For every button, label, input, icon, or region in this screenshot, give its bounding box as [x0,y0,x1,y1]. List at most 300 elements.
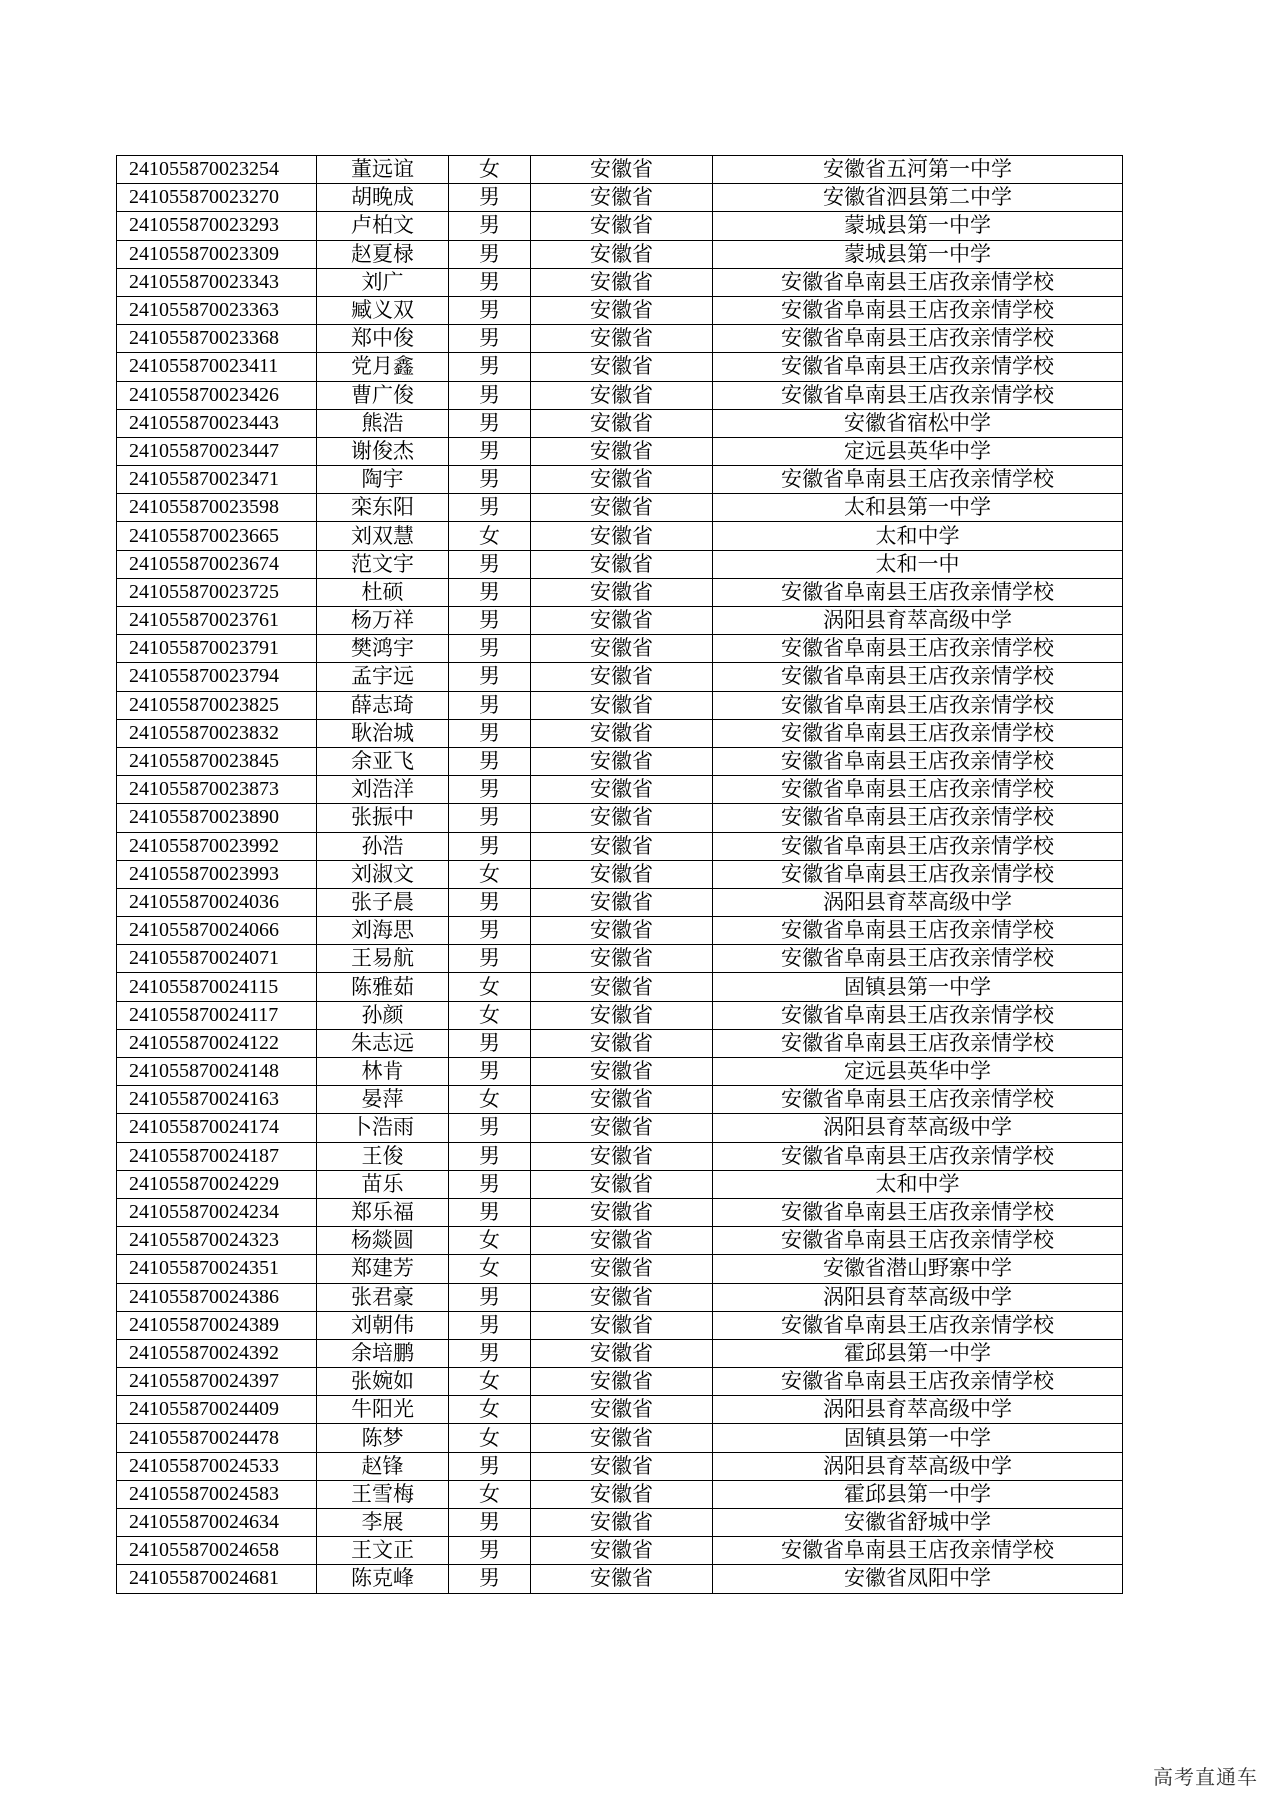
table-row [117,268,1123,296]
table-row [117,353,1123,381]
gender-cell: 男 [449,437,531,465]
school-cell: 安徽省阜南县王店孜亲情学校 [713,832,1123,860]
student-name-cell: 杨万祥 [317,607,449,635]
province-cell: 安徽省 [531,1058,713,1086]
province-cell: 安徽省 [531,1029,713,1057]
table-row [117,832,1123,860]
student-name-cell: 范文宇 [317,550,449,578]
student-name-cell: 熊浩 [317,409,449,437]
school-cell: 蒙城县第一中学 [713,212,1123,240]
province-cell: 安徽省 [531,522,713,550]
province-cell: 安徽省 [531,381,713,409]
province-cell: 安徽省 [531,1396,713,1424]
gender-cell: 男 [449,1452,531,1480]
province-cell: 安徽省 [531,1142,713,1170]
student-id-cell: 241055870024163 [117,1086,317,1114]
province-cell: 安徽省 [531,860,713,888]
table-row [117,578,1123,606]
table-row [117,776,1123,804]
student-id-cell: 241055870023368 [117,325,317,353]
gender-cell: 男 [449,635,531,663]
school-cell: 安徽省阜南县王店孜亲情学校 [713,1001,1123,1029]
gender-cell: 女 [449,1255,531,1283]
gender-cell: 男 [449,409,531,437]
student-id-cell: 241055870023761 [117,607,317,635]
table-row [117,1396,1123,1424]
table-row [117,973,1123,1001]
student-name-cell: 卜浩雨 [317,1114,449,1142]
school-cell: 太和县第一中学 [713,494,1123,522]
gender-cell: 男 [449,1198,531,1226]
student-id-cell: 241055870023254 [117,156,317,184]
school-cell: 安徽省五河第一中学 [713,156,1123,184]
roster-table-body [117,156,1123,1594]
table-row [117,1255,1123,1283]
gender-cell: 男 [449,1142,531,1170]
student-name-cell: 晏萍 [317,1086,449,1114]
table-row [117,1198,1123,1226]
province-cell: 安徽省 [531,1086,713,1114]
province-cell: 安徽省 [531,550,713,578]
student-name-cell: 刘淑文 [317,860,449,888]
province-cell: 安徽省 [531,1255,713,1283]
school-cell: 安徽省阜南县王店孜亲情学校 [713,635,1123,663]
table-row [117,409,1123,437]
gender-cell: 男 [449,888,531,916]
gender-cell: 男 [449,1058,531,1086]
student-name-cell: 陶宇 [317,466,449,494]
province-cell: 安徽省 [531,1424,713,1452]
table-row [117,494,1123,522]
gender-cell: 女 [449,1368,531,1396]
table-row [117,1509,1123,1537]
student-id-cell: 241055870023270 [117,184,317,212]
gender-cell: 男 [449,1339,531,1367]
student-id-cell: 241055870024533 [117,1452,317,1480]
school-cell: 安徽省阜南县王店孜亲情学校 [713,747,1123,775]
table-row [117,1001,1123,1029]
table-row [117,1283,1123,1311]
student-id-cell: 241055870023309 [117,240,317,268]
gender-cell: 男 [449,466,531,494]
student-name-cell: 耿治城 [317,719,449,747]
school-cell: 安徽省阜南县王店孜亲情学校 [713,1142,1123,1170]
province-cell: 安徽省 [531,409,713,437]
student-id-cell: 241055870024071 [117,945,317,973]
gender-cell: 男 [449,747,531,775]
student-id-cell: 241055870024036 [117,888,317,916]
school-cell: 安徽省阜南县王店孜亲情学校 [713,804,1123,832]
gender-cell: 男 [449,296,531,324]
gender-cell: 男 [449,184,531,212]
gender-cell: 男 [449,1509,531,1537]
student-name-cell: 孟宇远 [317,663,449,691]
school-cell: 安徽省阜南县王店孜亲情学校 [713,719,1123,747]
table-row [117,437,1123,465]
gender-cell: 女 [449,156,531,184]
student-name-cell: 张子晨 [317,888,449,916]
table-row [117,1170,1123,1198]
gender-cell: 男 [449,1170,531,1198]
student-name-cell: 王俊 [317,1142,449,1170]
student-id-cell: 241055870024681 [117,1565,317,1593]
province-cell: 安徽省 [531,719,713,747]
province-cell: 安徽省 [531,917,713,945]
province-cell: 安徽省 [531,578,713,606]
gender-cell: 男 [449,832,531,860]
gender-cell: 女 [449,1396,531,1424]
student-name-cell: 王文正 [317,1537,449,1565]
school-cell: 太和中学 [713,1170,1123,1198]
student-id-cell: 241055870023674 [117,550,317,578]
province-cell: 安徽省 [531,1368,713,1396]
table-row [117,1424,1123,1452]
gender-cell: 女 [449,1086,531,1114]
table-row [117,156,1123,184]
student-id-cell: 241055870023890 [117,804,317,832]
gender-cell: 女 [449,860,531,888]
table-row [117,550,1123,578]
student-name-cell: 孙颜 [317,1001,449,1029]
table-row [117,1480,1123,1508]
student-id-cell: 241055870024389 [117,1311,317,1339]
province-cell: 安徽省 [531,466,713,494]
student-id-cell: 241055870023471 [117,466,317,494]
province-cell: 安徽省 [531,607,713,635]
province-cell: 安徽省 [531,494,713,522]
province-cell: 安徽省 [531,1227,713,1255]
school-cell: 蒙城县第一中学 [713,240,1123,268]
gender-cell: 女 [449,973,531,1001]
school-cell: 定远县英华中学 [713,437,1123,465]
gender-cell: 男 [449,1029,531,1057]
school-cell: 安徽省阜南县王店孜亲情学校 [713,578,1123,606]
student-name-cell: 郑建芳 [317,1255,449,1283]
school-cell: 安徽省阜南县王店孜亲情学校 [713,917,1123,945]
student-name-cell: 赵锋 [317,1452,449,1480]
student-id-cell: 241055870024234 [117,1198,317,1226]
student-id-cell: 241055870023343 [117,268,317,296]
student-name-cell: 栾东阳 [317,494,449,522]
student-name-cell: 臧义双 [317,296,449,324]
gender-cell: 男 [449,607,531,635]
table-row [117,1142,1123,1170]
province-cell: 安徽省 [531,832,713,860]
gender-cell: 男 [449,1311,531,1339]
gender-cell: 男 [449,353,531,381]
student-id-cell: 241055870024583 [117,1480,317,1508]
province-cell: 安徽省 [531,184,713,212]
school-cell: 安徽省阜南县王店孜亲情学校 [713,663,1123,691]
table-row [117,1029,1123,1057]
student-id-cell: 241055870023447 [117,437,317,465]
student-id-cell: 241055870024066 [117,917,317,945]
student-id-cell: 241055870024409 [117,1396,317,1424]
school-cell: 涡阳县育萃高级中学 [713,607,1123,635]
table-row [117,747,1123,775]
student-name-cell: 赵夏椂 [317,240,449,268]
table-row [117,607,1123,635]
school-cell: 安徽省阜南县王店孜亲情学校 [713,776,1123,804]
student-id-cell: 241055870023363 [117,296,317,324]
student-name-cell: 樊鸿宇 [317,635,449,663]
school-cell: 固镇县第一中学 [713,973,1123,1001]
province-cell: 安徽省 [531,1339,713,1367]
student-id-cell: 241055870024478 [117,1424,317,1452]
gender-cell: 女 [449,1001,531,1029]
table-row [117,888,1123,916]
school-cell: 安徽省阜南县王店孜亲情学校 [713,945,1123,973]
student-name-cell: 杜硕 [317,578,449,606]
student-name-cell: 余培鹏 [317,1339,449,1367]
student-name-cell: 郑中俊 [317,325,449,353]
province-cell: 安徽省 [531,437,713,465]
student-id-cell: 241055870023443 [117,409,317,437]
student-name-cell: 陈梦 [317,1424,449,1452]
province-cell: 安徽省 [531,156,713,184]
student-name-cell: 张君豪 [317,1283,449,1311]
table-row [117,1114,1123,1142]
student-id-cell: 241055870023832 [117,719,317,747]
school-cell: 安徽省阜南县王店孜亲情学校 [713,691,1123,719]
table-row [117,466,1123,494]
gender-cell: 男 [449,917,531,945]
school-cell: 太和中学 [713,522,1123,550]
school-cell: 安徽省阜南县王店孜亲情学校 [713,466,1123,494]
gender-cell: 男 [449,578,531,606]
school-cell: 涡阳县育萃高级中学 [713,1283,1123,1311]
student-name-cell: 刘海思 [317,917,449,945]
school-cell: 安徽省阜南县王店孜亲情学校 [713,1537,1123,1565]
school-cell: 安徽省阜南县王店孜亲情学校 [713,268,1123,296]
gender-cell: 男 [449,804,531,832]
table-row [117,1058,1123,1086]
school-cell: 霍邱县第一中学 [713,1480,1123,1508]
student-id-cell: 241055870024229 [117,1170,317,1198]
table-row [117,212,1123,240]
table-row [117,860,1123,888]
table-row [117,1227,1123,1255]
student-id-cell: 241055870023725 [117,578,317,606]
student-id-cell: 241055870023791 [117,635,317,663]
province-cell: 安徽省 [531,1170,713,1198]
student-id-cell: 241055870023992 [117,832,317,860]
student-id-cell: 241055870023293 [117,212,317,240]
table-row [117,1565,1123,1593]
school-cell: 定远县英华中学 [713,1058,1123,1086]
province-cell: 安徽省 [531,747,713,775]
school-cell: 安徽省阜南县王店孜亲情学校 [713,296,1123,324]
student-name-cell: 陈雅茹 [317,973,449,1001]
student-id-cell: 241055870024122 [117,1029,317,1057]
province-cell: 安徽省 [531,776,713,804]
province-cell: 安徽省 [531,240,713,268]
table-row [117,663,1123,691]
table-row [117,1086,1123,1114]
student-id-cell: 241055870023411 [117,353,317,381]
province-cell: 安徽省 [531,212,713,240]
school-cell: 涡阳县育萃高级中学 [713,1396,1123,1424]
school-cell: 安徽省阜南县王店孜亲情学校 [713,860,1123,888]
school-cell: 涡阳县育萃高级中学 [713,1452,1123,1480]
province-cell: 安徽省 [531,1114,713,1142]
student-id-cell: 241055870023993 [117,860,317,888]
gender-cell: 男 [449,212,531,240]
student-name-cell: 卢柏文 [317,212,449,240]
gender-cell: 男 [449,1114,531,1142]
gender-cell: 男 [449,1565,531,1593]
table-row [117,240,1123,268]
student-name-cell: 董远谊 [317,156,449,184]
province-cell: 安徽省 [531,296,713,324]
province-cell: 安徽省 [531,268,713,296]
student-name-cell: 郑乐福 [317,1198,449,1226]
table-row [117,804,1123,832]
student-id-cell: 241055870024392 [117,1339,317,1367]
student-name-cell: 刘广 [317,268,449,296]
student-id-cell: 241055870023665 [117,522,317,550]
school-cell: 涡阳县育萃高级中学 [713,1114,1123,1142]
province-cell: 安徽省 [531,1283,713,1311]
student-name-cell: 党月鑫 [317,353,449,381]
gender-cell: 女 [449,522,531,550]
student-name-cell: 余亚飞 [317,747,449,775]
school-cell: 安徽省阜南县王店孜亲情学校 [713,1198,1123,1226]
table-row [117,296,1123,324]
province-cell: 安徽省 [531,691,713,719]
student-name-cell: 张振中 [317,804,449,832]
roster-table [116,155,1123,1594]
student-name-cell: 孙浩 [317,832,449,860]
school-cell: 安徽省阜南县王店孜亲情学校 [713,1311,1123,1339]
student-name-cell: 王雪梅 [317,1480,449,1508]
student-name-cell: 胡晚成 [317,184,449,212]
table-row [117,635,1123,663]
student-id-cell: 241055870023598 [117,494,317,522]
province-cell: 安徽省 [531,353,713,381]
province-cell: 安徽省 [531,1311,713,1339]
student-id-cell: 241055870024174 [117,1114,317,1142]
gender-cell: 男 [449,325,531,353]
student-id-cell: 241055870024187 [117,1142,317,1170]
student-id-cell: 241055870023426 [117,381,317,409]
province-cell: 安徽省 [531,1480,713,1508]
student-name-cell: 张婉如 [317,1368,449,1396]
school-cell: 安徽省舒城中学 [713,1509,1123,1537]
student-id-cell: 241055870024397 [117,1368,317,1396]
province-cell: 安徽省 [531,1452,713,1480]
table-row [117,691,1123,719]
school-cell: 安徽省泗县第二中学 [713,184,1123,212]
province-cell: 安徽省 [531,945,713,973]
table-row [117,184,1123,212]
school-cell: 安徽省潜山野寨中学 [713,1255,1123,1283]
gender-cell: 男 [449,663,531,691]
school-cell: 安徽省阜南县王店孜亲情学校 [713,381,1123,409]
gender-cell: 男 [449,691,531,719]
student-name-cell: 陈克峰 [317,1565,449,1593]
gender-cell: 男 [449,719,531,747]
table-row [117,381,1123,409]
student-id-cell: 241055870024634 [117,1509,317,1537]
province-cell: 安徽省 [531,1537,713,1565]
student-name-cell: 苗乐 [317,1170,449,1198]
student-id-cell: 241055870024117 [117,1001,317,1029]
gender-cell: 男 [449,550,531,578]
province-cell: 安徽省 [531,804,713,832]
province-cell: 安徽省 [531,325,713,353]
school-cell: 安徽省阜南县王店孜亲情学校 [713,1029,1123,1057]
province-cell: 安徽省 [531,663,713,691]
province-cell: 安徽省 [531,973,713,1001]
student-name-cell: 李展 [317,1509,449,1537]
gender-cell: 男 [449,945,531,973]
watermark-text: 高考直通车 [1153,1765,1258,1789]
student-id-cell: 241055870024351 [117,1255,317,1283]
gender-cell: 女 [449,1480,531,1508]
gender-cell: 男 [449,240,531,268]
student-id-cell: 241055870023794 [117,663,317,691]
student-name-cell: 刘浩洋 [317,776,449,804]
student-id-cell: 241055870024148 [117,1058,317,1086]
student-name-cell: 朱志远 [317,1029,449,1057]
school-cell: 安徽省阜南县王店孜亲情学校 [713,1368,1123,1396]
student-id-cell: 241055870024386 [117,1283,317,1311]
student-name-cell: 曹广俊 [317,381,449,409]
school-cell: 太和一中 [713,550,1123,578]
school-cell: 安徽省宿松中学 [713,409,1123,437]
student-id-cell: 241055870024323 [117,1227,317,1255]
table-row [117,945,1123,973]
student-name-cell: 谢俊杰 [317,437,449,465]
table-row [117,719,1123,747]
student-name-cell: 薛志琦 [317,691,449,719]
table-row [117,1311,1123,1339]
school-cell: 安徽省阜南县王店孜亲情学校 [713,1086,1123,1114]
table-row [117,522,1123,550]
student-name-cell: 王易航 [317,945,449,973]
province-cell: 安徽省 [531,1565,713,1593]
student-name-cell: 林肯 [317,1058,449,1086]
student-id-cell: 241055870023873 [117,776,317,804]
gender-cell: 男 [449,268,531,296]
table-row [117,1452,1123,1480]
gender-cell: 男 [449,494,531,522]
province-cell: 安徽省 [531,1198,713,1226]
gender-cell: 女 [449,1227,531,1255]
school-cell: 安徽省凤阳中学 [713,1565,1123,1593]
gender-cell: 男 [449,1283,531,1311]
province-cell: 安徽省 [531,888,713,916]
table-row [117,325,1123,353]
province-cell: 安徽省 [531,635,713,663]
province-cell: 安徽省 [531,1509,713,1537]
gender-cell: 男 [449,776,531,804]
gender-cell: 男 [449,1537,531,1565]
table-row [117,1537,1123,1565]
student-id-cell: 241055870024658 [117,1537,317,1565]
student-name-cell: 刘双慧 [317,522,449,550]
student-id-cell: 241055870023845 [117,747,317,775]
school-cell: 安徽省阜南县王店孜亲情学校 [713,325,1123,353]
school-cell: 涡阳县育萃高级中学 [713,888,1123,916]
province-cell: 安徽省 [531,1001,713,1029]
school-cell: 固镇县第一中学 [713,1424,1123,1452]
table-row [117,1339,1123,1367]
gender-cell: 女 [449,1424,531,1452]
table-row [117,1368,1123,1396]
school-cell: 安徽省阜南县王店孜亲情学校 [713,1227,1123,1255]
